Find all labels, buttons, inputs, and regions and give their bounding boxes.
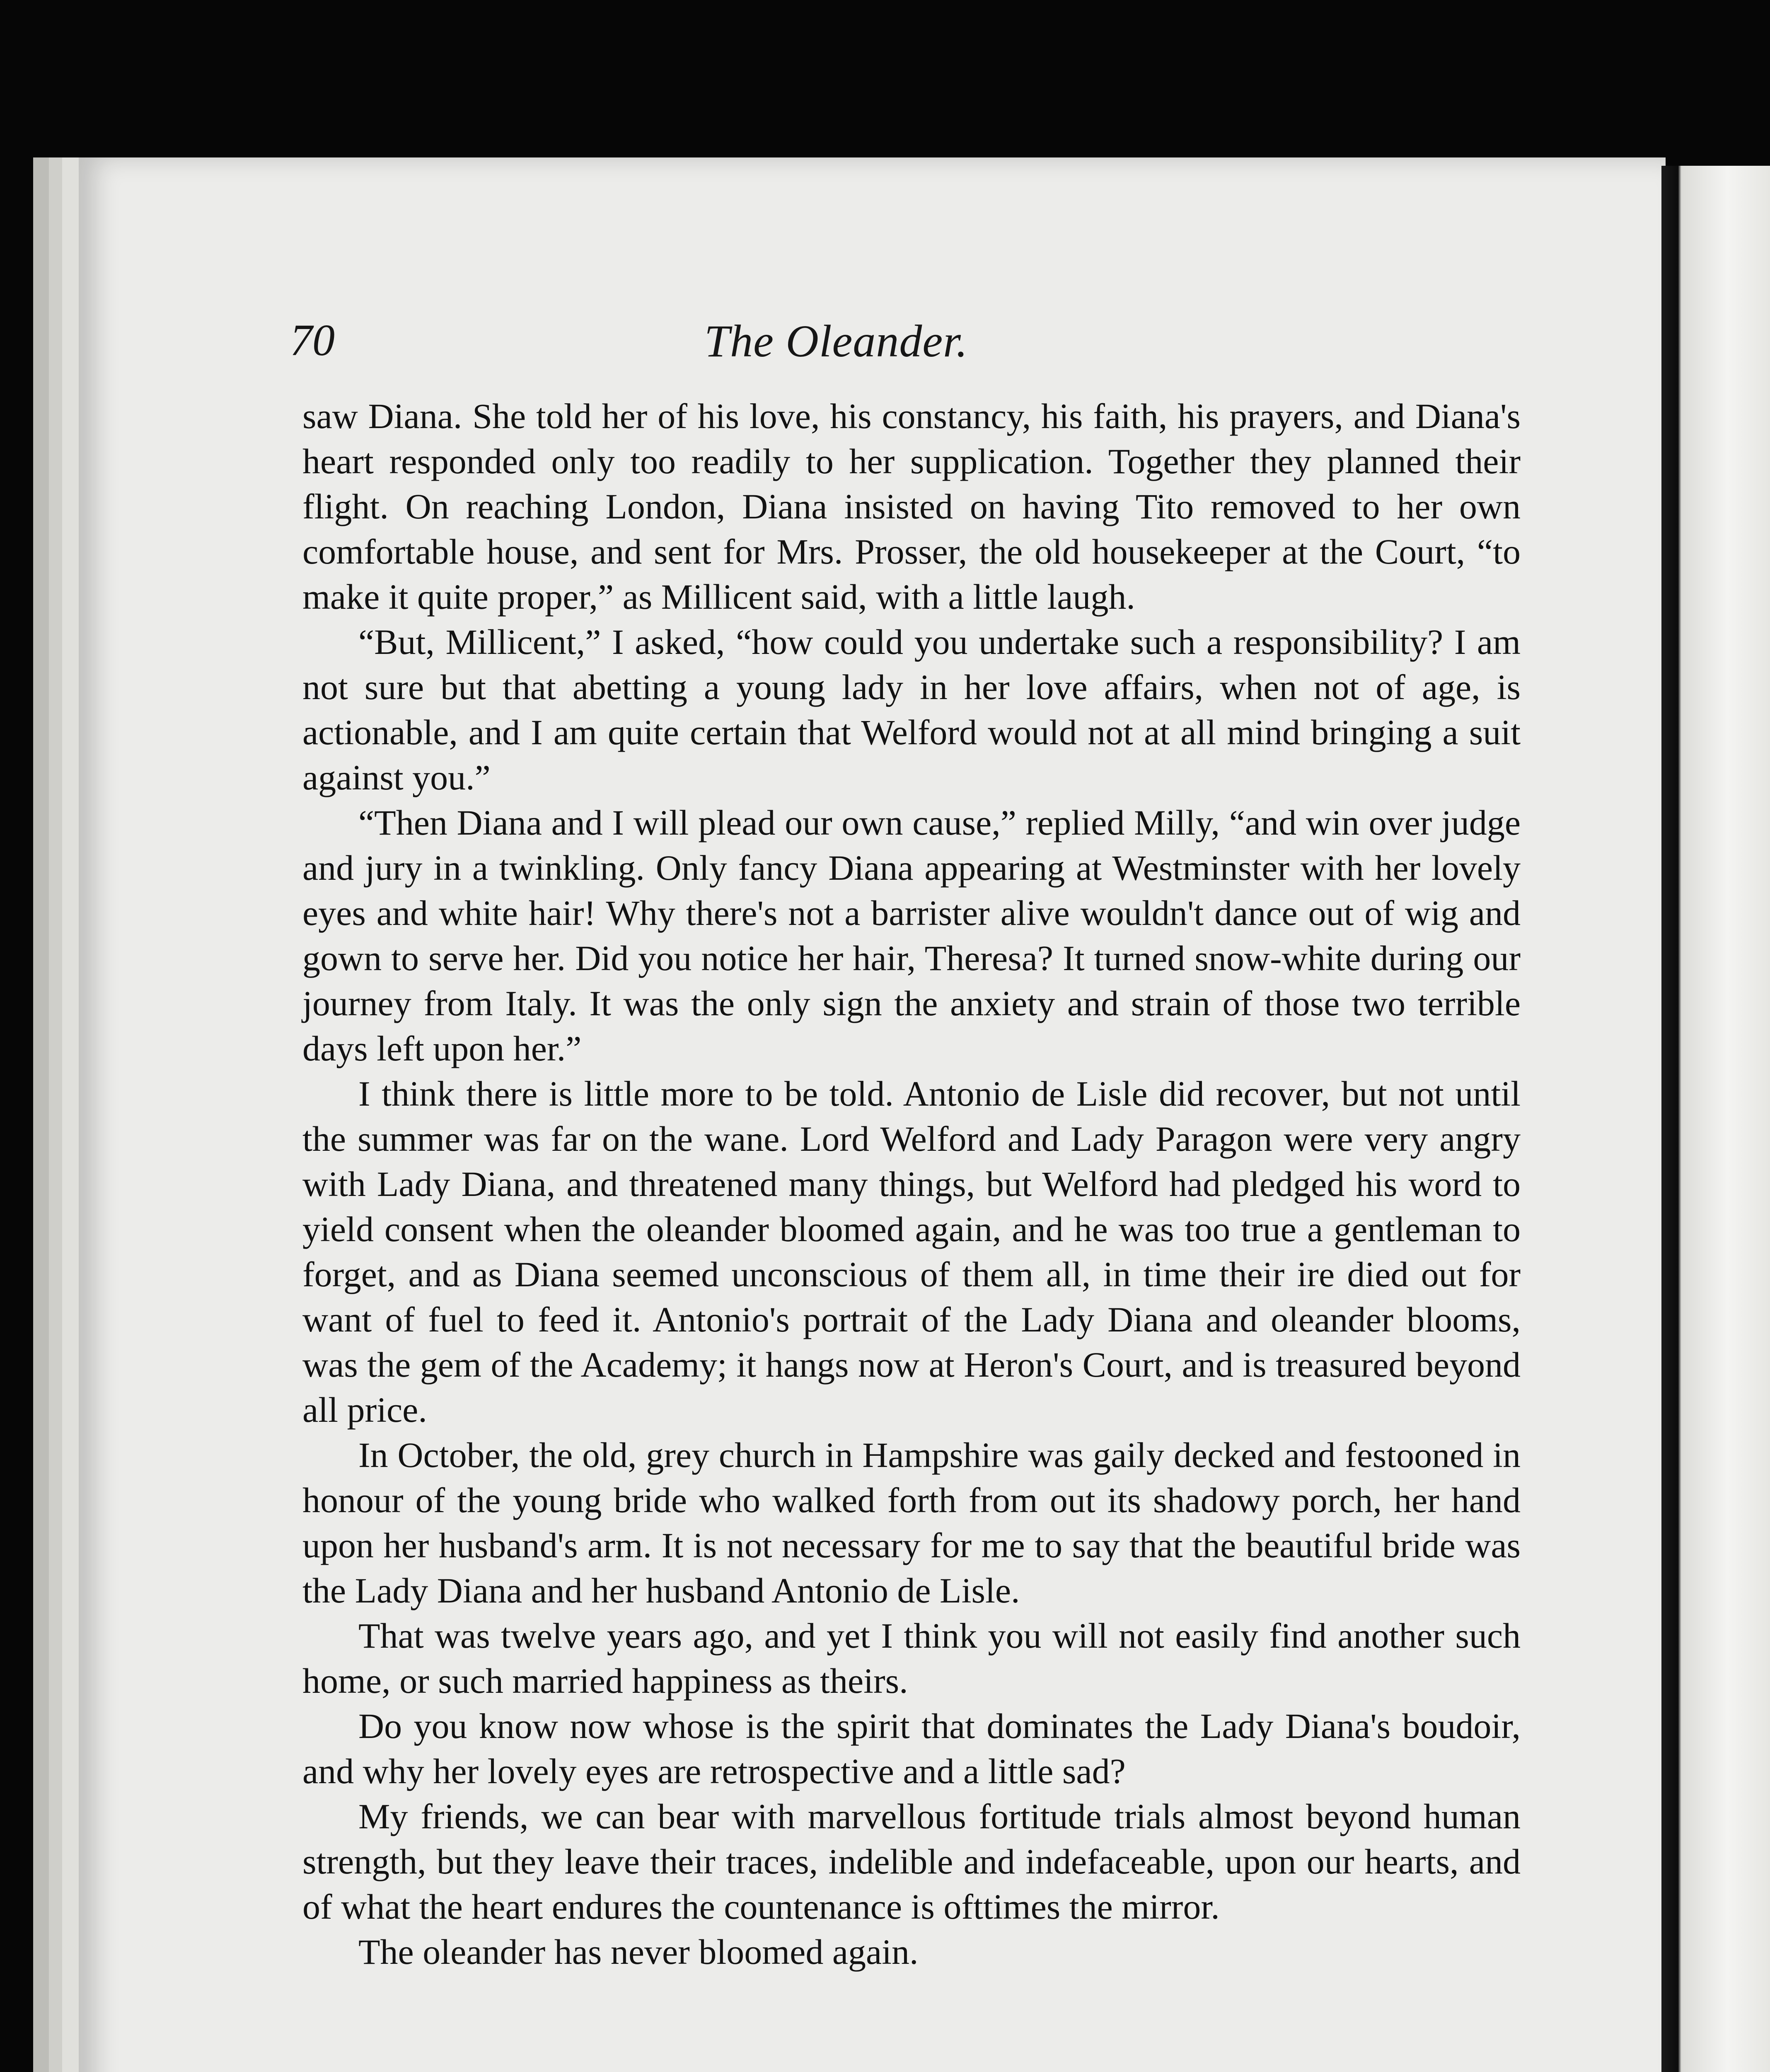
body-text [302,394,1521,1975]
paragraph: That was twelve years ago, and yet I think you will not easily find another such home, or such married happiness as theirs. [302,1616,1521,1701]
running-header [224,315,1537,373]
paragraph: In October, the old, grey church in Hampshire was gaily decked and festooned in honour of the young bride who walked forth from out its shadowy porch, her hand upon her husband's arm. It is not necessary for me to say that the beautiful bride was the Lady Diana and her husband Antonio de Lisle. [302,1435,1521,1610]
paragraph: I think there is little more to be told. Antonio de Lisle did recover, but not until the summer was far on the wane. Lord Welford and Lady Paragon were very angry with Lady Diana, and threatened many things, but Welford had pledged his word to yield consent when the oleander bloomed again, and he was too true a gentleman to forget, and as Diana seemed unconscious of them all, in time their ire died out for want of fuel to feed it. Antonio's portrait of the Lady Diana and oleander blooms, was the gem of the Academy; it hangs now at Heron's Court, and is treasured beyond all price. [302,1074,1521,1430]
paragraph: “Then Diana and I will plead our own cause,” replied Milly, “and win over judge and jury in a twinkling. Only fancy Diana appearing at Westminster with her lovely eyes and white hair! Why there's not a barrister alive wouldn't dance out of wig and gown to serve her. Did you notice her hair, Theresa? It turned snow-white during our journey from Italy. It was the only sign the anxiety and strain of those two terrible days left upon her.” [302,803,1521,1068]
running-title: The Oleander. [704,316,968,366]
paragraph: “But, Millicent,” I asked, “how could you undertake such a responsibility? I am not sure but that abetting a young lady in her love affairs, when not of age, is actionable, and I am quite certain that Welford would not at all mind bringing a suit against you.” [302,622,1521,797]
page-number: 70 [290,316,335,365]
paragraph: saw Diana. She told her of his love, his constancy, his faith, his prayers, and Diana's heart responded only too readily to her supplication. Together they planned their flight. On reaching London, Diana insisted on having Tito removed to her own comfortable house, and sent for Mrs. Prosser, the old housekeeper at the Court, “to make it quite proper,” as Millicent said, with a little laugh. [302,396,1521,617]
paragraph: Do you know now whose is the spirit that dominates the Lady Diana's boudoir, and why her lovely eyes are retrospective and a little sad? [302,1706,1521,1791]
paragraph: My friends, we can bear with marvellous fortitude trials almost beyond human strength, but they leave their traces, indelible and indefaceable, upon our hearts, and of what the heart endures the countenance is ofttimes the mirror. [302,1796,1521,1927]
paragraph: The oleander has never bloomed again. [358,1932,919,1972]
facing-page-edge [1661,166,1770,2072]
